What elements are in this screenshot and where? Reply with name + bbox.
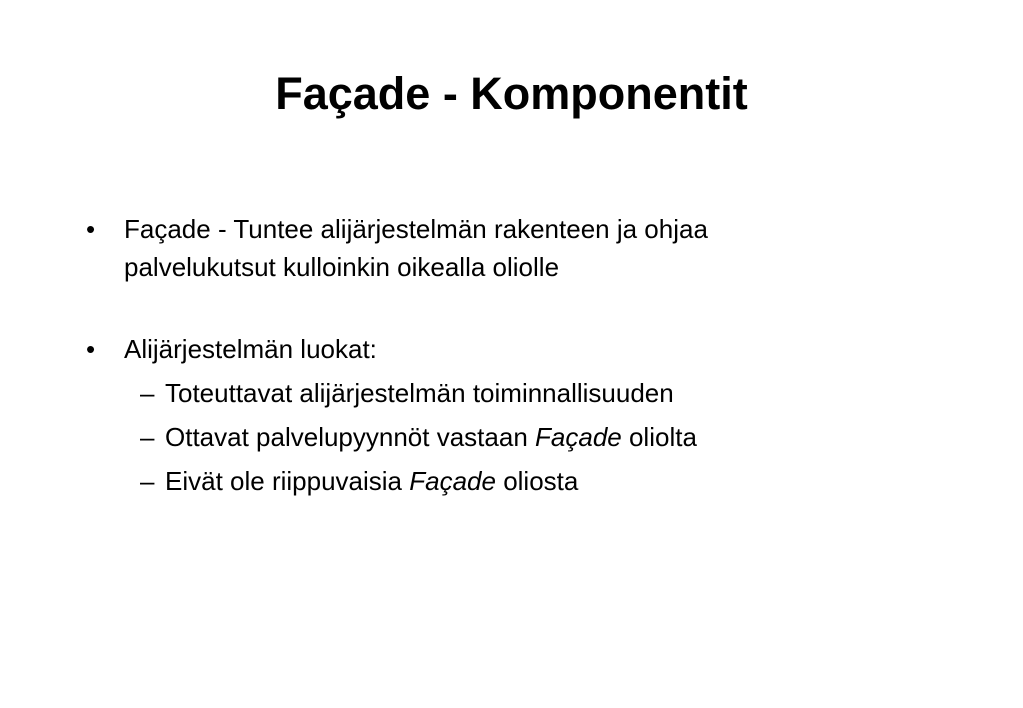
- slide-title: Façade - Komponentit: [275, 68, 748, 119]
- bullet-marker: •: [86, 334, 96, 364]
- sub-item-not-dependent: [86, 462, 966, 500]
- bullet-text-line-1: Façade - Tuntee alijärjestelmän rakenteen ja ohjaa: [124, 214, 708, 244]
- sub-item-text-post: oliosta: [495, 466, 579, 496]
- bullet-text-line-2: palvelukutsut kulloinkin oikealla oliolle: [124, 252, 560, 282]
- bullet-marker: •: [86, 214, 96, 244]
- sub-item-text-post: oliolta: [621, 422, 697, 452]
- sub-item-receive-requests: [86, 418, 966, 456]
- dash-marker: –: [140, 422, 155, 452]
- sub-item-implement: [86, 374, 966, 412]
- sub-item-text-pre: Ottavat palvelupyynnöt vastaan: [165, 422, 536, 452]
- sub-item-text-pre: Eivät ole riippuvaisia: [165, 466, 410, 496]
- sub-item-text-emphasis: Façade: [535, 422, 622, 452]
- dash-marker: –: [140, 378, 155, 408]
- sub-item-text-emphasis: Façade: [409, 466, 496, 496]
- sub-item-text: Toteuttavat alijärjestelmän toiminnallisuuden: [165, 378, 674, 408]
- bullet-item-facade: [86, 210, 966, 286]
- dash-marker: –: [140, 466, 155, 496]
- bullet-text: Alijärjestelmän luokat:: [124, 334, 377, 364]
- bullet-item-subsystem-classes: [86, 330, 966, 368]
- spacer: [86, 286, 966, 330]
- slide-body: [86, 210, 966, 500]
